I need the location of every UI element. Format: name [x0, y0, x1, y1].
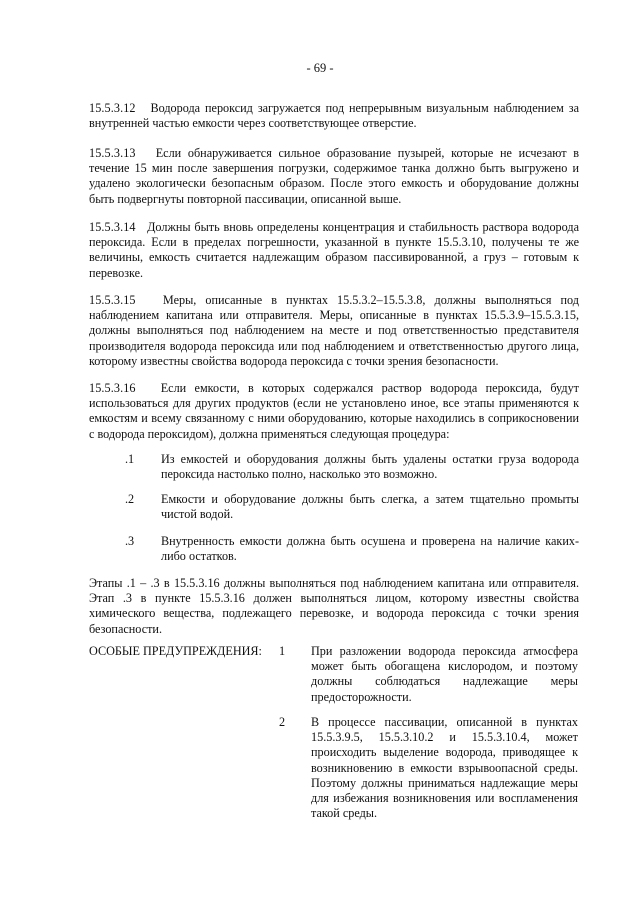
paragraph-number: 15.5.3.12	[89, 101, 136, 115]
page-number: - 69 -	[306, 61, 334, 75]
paragraph-15-5-3-16	[89, 381, 579, 442]
step-number: .3	[125, 534, 135, 548]
paragraph-15-5-3-13	[89, 146, 579, 207]
paragraph-text: Меры, описанные в пунктах 15.5.3.2–15.5.3.8, должны выполняться под наблюдением капитана или отправителя. Меры, описанные в пунктах 15.5.3.9–15.5.3.15, должны выполняться под наблюдением на месте и под ответственностью представителя производителя водорода пероксида или под наблюдением и ответственностью другого лица, которому известны свойства водорода пероксида с точки зрения безопасности.	[89, 293, 579, 368]
paragraph-text: Если обнаруживается сильное образование пузырей, которые не исчезают в течение 15 мин после завершения погрузки, содержимое танка должно быть выгружено и удалено экологически безопасным образом. После этого емкость и оборудование должны быть подвергнуты повторной пассивации, описанной выше.	[89, 146, 579, 206]
paragraph-text: Если емкости, в которых содержался раствор водорода пероксида, будут использоваться для других продуктов (если не установлено иное, все этапы применяются к емкостям и всему связанному с ними оборудованию, которые находились в соприкосновении с водорода пероксидом), должна применяться следующая процедура:	[89, 381, 580, 441]
paragraph-number: 15.5.3.16	[89, 381, 136, 395]
paragraph-number: 15.5.3.14	[89, 220, 136, 234]
warning-number: 1	[279, 644, 286, 658]
warning-text: В процессе пассивации, описанной в пунктах 15.5.3.9.5, 15.5.3.10.2 и 15.5.3.10.4, может происходить выделение водорода, приводящее к возникновению в емкости взрывоопасной среды. Поэтому должны приниматься надлежащие меры для избежания возникновения или воспламенения такой среды.	[311, 715, 578, 821]
paragraph-15-5-3-14	[89, 220, 579, 281]
step-number: .2	[125, 492, 135, 506]
step-text: Емкости и оборудование должны быть слегка, а затем тщательно промыты чистой водой.	[161, 492, 579, 522]
step-text: Из емкостей и оборудования должны быть удалены остатки груза водорода пероксида настолько полно, насколько это возможно.	[161, 452, 579, 482]
paragraph-number: 15.5.3.13	[89, 146, 136, 160]
special-warnings-label: ОСОБЫЕ ПРЕДУПРЕЖДЕНИЯ:	[89, 644, 262, 658]
paragraph-15-5-3-15	[89, 293, 579, 369]
closing-paragraph: Этапы .1 – .3 в 15.5.3.16 должны выполняться под наблюдением капитана или отправителя. Этап .3 в пункте 15.5.3.16 должен выполняться лицом, которому известны свойства химического вещества, подлежащего перевозке, и водорода пероксида с точки зрения безопасности.	[89, 576, 579, 636]
warning-text: При разложении водорода пероксида атмосфера может быть обогащена кислородом, и поэтому должны соблюдаться надлежащие меры предосторожности.	[311, 644, 578, 704]
step-text: Внутренность емкости должна быть осушена и проверена на наличие каких-либо остатков.	[161, 534, 579, 564]
paragraph-number: 15.5.3.15	[89, 293, 136, 307]
warning-number: 2	[279, 715, 286, 729]
paragraph-15-5-3-12	[89, 101, 579, 131]
paragraph-text: Должны быть вновь определены концентрация и стабильность раствора водорода пероксида. Если в пределах погрешности, указанной в пункте 15.5.3.10, получены те же величины, емкость считается надлежащим образом пассивированной, а груз – готовым к перевозке.	[89, 220, 579, 280]
paragraph-text: Водорода пероксид загружается под непрерывным визуальным наблюдением за внутренней частью емкости через соответствующее отверстие.	[89, 101, 579, 131]
step-number: .1	[125, 452, 135, 466]
